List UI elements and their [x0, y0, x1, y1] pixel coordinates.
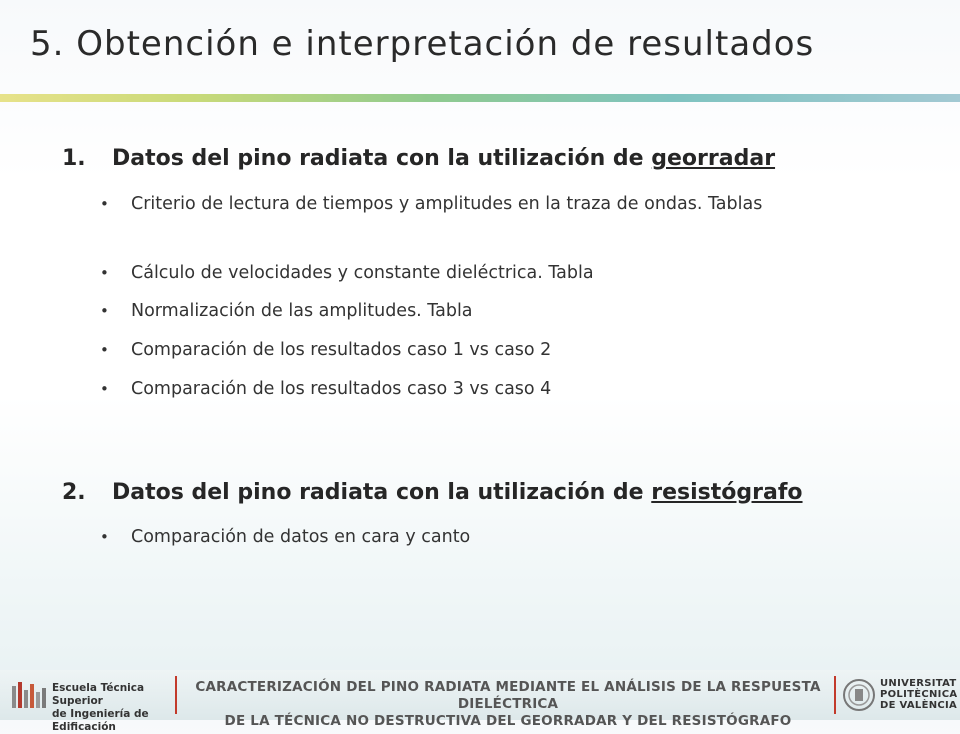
- list-item-text: Comparación de datos en cara y canto: [131, 527, 471, 547]
- section-heading-keyword: georradar: [651, 146, 776, 171]
- section-heading-text: Datos del pino radiata con la utilización de: [112, 480, 652, 505]
- school-name: [52, 682, 170, 734]
- list-item: [100, 377, 860, 402]
- bullet-icon: •: [100, 302, 109, 320]
- bullet-icon: •: [100, 195, 109, 213]
- project-title-line1: CARACTERIZACIÓN DEL PINO RADIATA MEDIANTE EL ANÁLISIS DE LA RESPUESTA DIELÉCTRICA: [195, 679, 821, 712]
- university-name-line3: DE VALÈNCIA: [880, 700, 958, 711]
- section-heading-resistografo: [62, 480, 803, 505]
- slide-title: 5. Obtención e interpretación de resultados: [30, 24, 815, 64]
- bullet-icon: •: [100, 528, 109, 546]
- section-number: 2.: [62, 480, 86, 505]
- list-item: [100, 261, 860, 286]
- list-item: [100, 299, 860, 324]
- university-name-line1: UNIVERSITAT: [880, 678, 957, 689]
- list-item-text: Cálculo de velocidades y constante dieléctrica. Tabla: [131, 263, 594, 283]
- bullet-icon: •: [100, 380, 109, 398]
- title-gradient-bar: [0, 94, 960, 102]
- slide-footer: [0, 670, 960, 733]
- project-title-line2: DE LA TÉCNICA NO DESTRUCTIVA DEL GEORRADAR Y DEL RESISTÓGRAFO: [224, 713, 792, 729]
- footer-divider: [834, 676, 836, 714]
- section-heading-georradar: [62, 146, 775, 171]
- bullet-icon: •: [100, 341, 109, 359]
- school-name-line2: de Ingeniería de Edificación: [52, 708, 149, 733]
- list-item-text: Normalización de las amplitudes. Tabla: [131, 301, 473, 321]
- list-item-text: Comparación de los resultados caso 3 vs caso 4: [131, 379, 552, 399]
- section-heading-text: Datos del pino radiata con la utilización de: [112, 146, 652, 171]
- section-heading-keyword: resistógrafo: [651, 480, 803, 505]
- university-name: [880, 678, 957, 711]
- university-seal-icon: [842, 678, 876, 712]
- school-logo-block: [10, 678, 170, 733]
- list-item-text: Criterio de lectura de tiempos y amplitudes en la traza de ondas. Tablas: [131, 194, 763, 214]
- list-item: [100, 192, 860, 217]
- school-name-line1: Escuela Técnica Superior: [52, 682, 145, 707]
- school-logo-icon: [10, 678, 50, 712]
- bullet-icon: •: [100, 264, 109, 282]
- list-item: [100, 525, 860, 550]
- project-title: [188, 679, 828, 730]
- list-item: [100, 338, 860, 363]
- list-item-text: Comparación de los resultados caso 1 vs caso 2: [131, 340, 552, 360]
- university-name-line2: POLITÈCNICA: [880, 689, 958, 700]
- section-number: 1.: [62, 146, 86, 171]
- footer-divider: [175, 676, 177, 714]
